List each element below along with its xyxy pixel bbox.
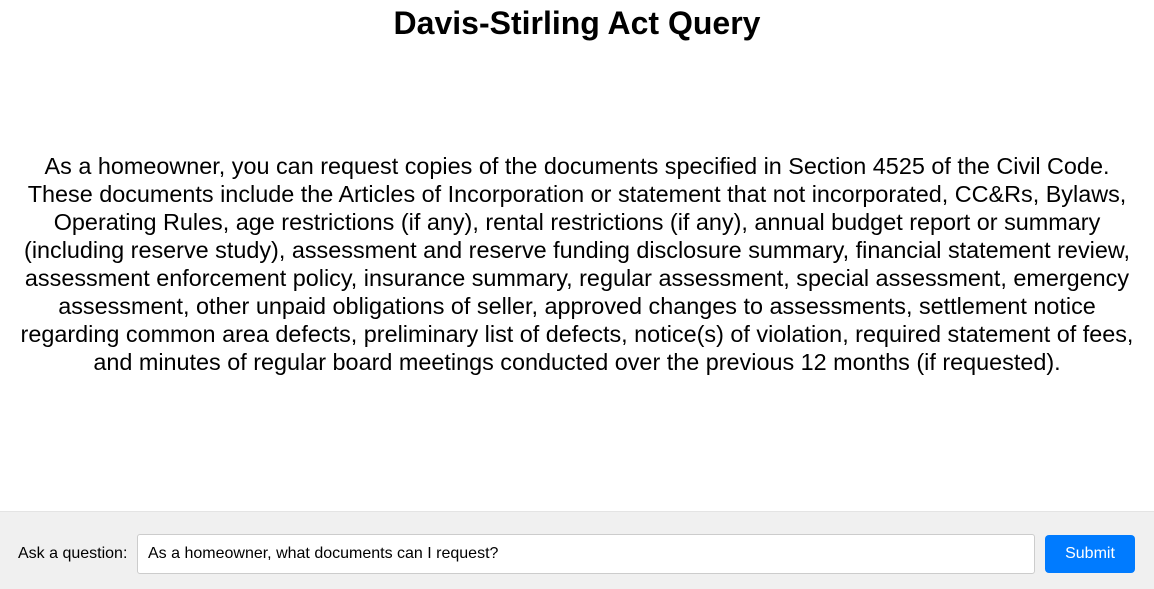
query-form — [0, 511, 1154, 589]
submit-button[interactable]: Submit — [1045, 535, 1135, 573]
page-title: Davis-Stirling Act Query — [393, 5, 761, 41]
answer-text: As a homeowner, you can request copies of the documents specified in Section 4525 of the Civil Code. These documents include the Articles of Incorporation or statement that not incorporated, CC&Rs, Bylaws, Operating Rules, age restrictions (if any), rental restrictions (if any), annual budget report or summary (including reserve study), assessment and reserve funding disclosure summary, financial statement review, assessment enforcement policy, insurance summary, regular assessment, special assessment, emergency assessment, other unpaid obligations of seller, approved changes to assessments, settlement notice regarding common area defects, preliminary list of defects, notice(s) of violation, required statement of fees, and minutes of regular board meetings conducted over the previous 12 months (if requested). — [20, 153, 1134, 375]
question-label: Ask a question: — [18, 545, 128, 562]
question-input[interactable] — [137, 534, 1035, 574]
